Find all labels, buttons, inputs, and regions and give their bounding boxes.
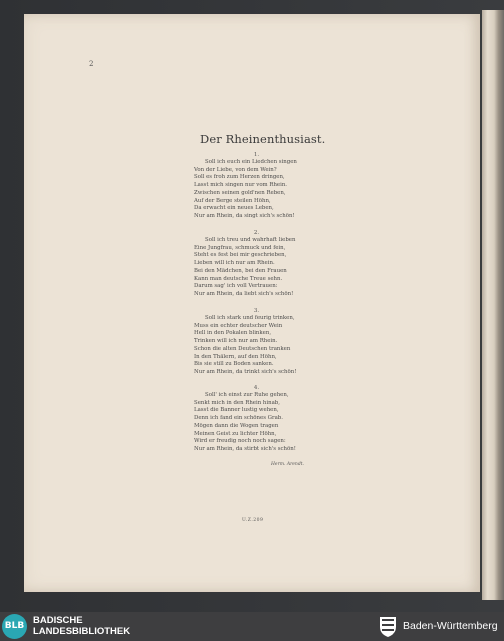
stanza-number: 1. <box>253 152 260 158</box>
verse-line: Trinken will ich nur am Rhein. <box>194 338 278 345</box>
stanza-3 <box>194 307 319 377</box>
verse-line: Soll es froh zum Herzen dringen, <box>194 174 285 181</box>
footer-bar <box>0 612 504 641</box>
stanza-1 <box>194 151 319 221</box>
verse-line: Meinen Geist zu lichter Höhn, <box>194 430 277 437</box>
verse-line: Nur am Rhein, da singt sich's schön! <box>194 212 295 219</box>
verse-line: Wird er freudig noch noch sagen: <box>194 438 286 445</box>
author-signature: Herm. Arendt. <box>271 462 304 467</box>
verse-line: Bis sie still zu Boden sanken. <box>194 361 274 368</box>
library-name-line1: BADISCHE <box>33 615 83 626</box>
stanza-number: 4. <box>253 385 260 391</box>
verse-line: Soll ich stark und feurig trinken, <box>205 315 295 321</box>
verse-line: Soll' ich einst zur Ruhe gehen, <box>205 392 289 398</box>
verse-line: Bei den Mädchen, bei den Frauen <box>194 267 287 274</box>
document-page <box>24 14 480 592</box>
verse-line: Kann man deutsche Treue sehn. <box>194 275 283 282</box>
verse-line: Mögen dann die Wogen tragen <box>194 422 279 429</box>
verse-line: Denn ich fand ein schönes Grab. <box>194 415 283 422</box>
verse-line: Soll ich euch ein Liedchen singen <box>205 159 297 165</box>
verse-line: Lasst die Banner lustig wehen, <box>194 407 279 414</box>
verse-line: In den Thälern, auf den Höhn, <box>194 353 277 360</box>
verse-line: Lasst mich singen nur vom Rhein. <box>194 182 288 189</box>
state-name[interactable]: Baden-Württemberg <box>403 620 498 632</box>
blb-logo[interactable]: BLB <box>2 614 27 639</box>
verse-line: Steht es fest bei mir geschrieben, <box>194 252 287 259</box>
plate-number: U.Z.209 <box>242 518 264 523</box>
stanza-number: 3. <box>253 308 260 314</box>
verse-line: Schon die alten Deutschen tranken <box>194 345 291 352</box>
stanza-2 <box>194 229 319 299</box>
verse-line: Von der Liebe, von dem Wein? <box>194 166 277 173</box>
library-name[interactable] <box>33 615 130 637</box>
baden-wuerttemberg-coat-of-arms-icon <box>378 615 398 638</box>
verse-line: Da erwacht ein neues Leben, <box>194 205 274 212</box>
stanza-4 <box>194 384 319 454</box>
verse-line: Eine Jungfrau, schmuck und fein, <box>194 244 286 251</box>
verse-line: Soll ich treu und wahrhaft lieben <box>205 237 296 243</box>
verse-line: Lieben will ich nur am Rhein. <box>194 260 275 267</box>
verse-line: Nur am Rhein, da stirbt sich's schön! <box>194 445 296 452</box>
poem-title: Der Rheinenthusiast. <box>200 132 326 146</box>
verse-line: Darum sag' ich voll Vertrauen: <box>194 283 278 290</box>
verse-line: Senkt mich in den Rhein hinab, <box>194 399 280 406</box>
verse-line: Auf der Berge steilen Höhn, <box>194 197 271 204</box>
verse-line: Nur am Rhein, da trinkt sich's schön! <box>194 368 297 375</box>
page-number: 2 <box>89 60 94 68</box>
verse-line: Zwischen seinen gold'nen Reben, <box>194 189 286 196</box>
book-spine-edge <box>482 10 504 600</box>
verse-line: Nur am Rhein, da liebt sich's schön! <box>194 290 294 297</box>
library-name-line2: LANDESBIBLIOTHEK <box>33 626 131 637</box>
verse-line: Hell in den Pokalen blinken, <box>194 330 272 337</box>
verse-line: Muss ein echter deutscher Wein <box>194 322 283 329</box>
stanza-number: 2. <box>253 230 260 236</box>
